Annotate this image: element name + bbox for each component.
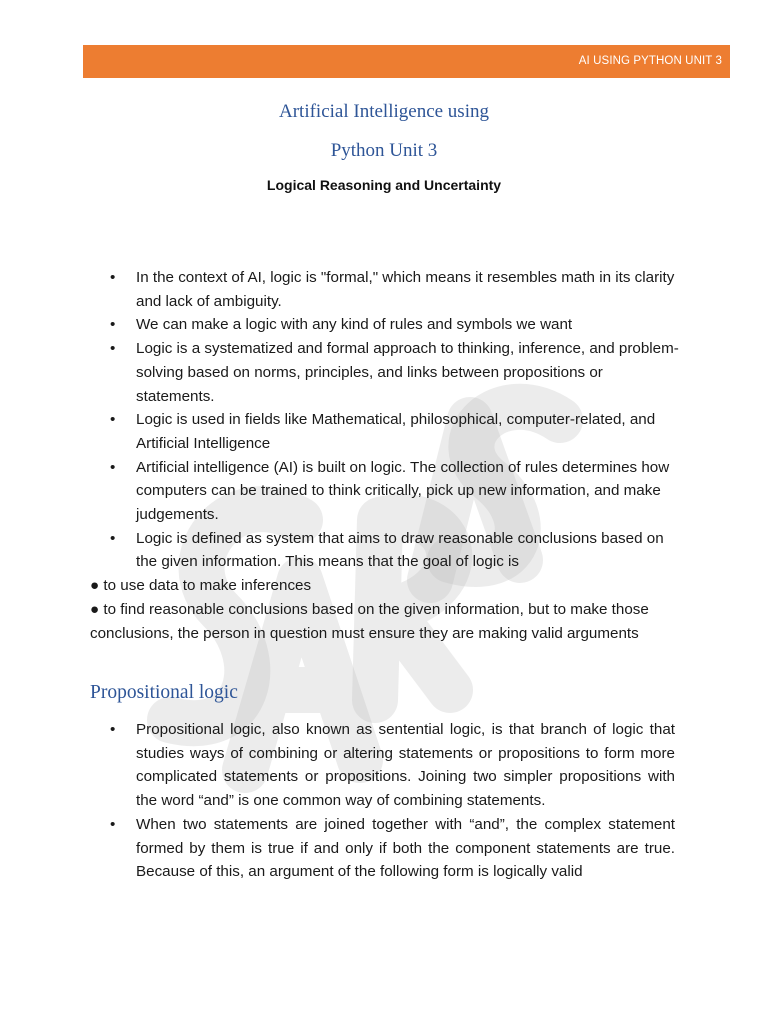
list-item-text: We can make a logic with any kind of rules and symbols we want: [136, 316, 573, 334]
bullet-icon: •: [110, 721, 116, 738]
intro-bullet-list: [90, 266, 680, 574]
list-item: [90, 313, 680, 337]
list-item: [90, 813, 675, 884]
bullet-icon: •: [110, 340, 116, 358]
goal-line-1: ● to use data to make inferences: [90, 577, 312, 595]
running-header: [83, 45, 730, 78]
list-item: [90, 527, 680, 574]
list-item: [90, 408, 680, 455]
bullet-icon: •: [110, 458, 116, 476]
running-header-text: AI USING PYTHON UNIT 3: [578, 55, 722, 67]
bullet-icon: •: [110, 316, 116, 334]
goal-line-2: ● to find reasonable conclusions based on the given information, but to make those conclusions, the person in question must ensure they are making valid arguments: [90, 600, 649, 642]
list-item: [90, 337, 680, 408]
list-item-text: Logic is used in fields like Mathematical, philosophical, computer-related, and Artificial Intelligence: [136, 411, 656, 452]
list-item-text: Logic is defined as system that aims to draw reasonable conclusions based on the given information. This means that the goal of logic is: [136, 529, 664, 571]
list-item: [90, 718, 675, 813]
list-item: [90, 456, 680, 527]
list-item-text: In the context of AI, logic is "formal," which means it resembles math in its clarity and lack of ambiguity.: [136, 269, 675, 310]
section-heading-propositional-logic: Propositional logic: [90, 682, 238, 703]
document-subtitle: Logical Reasoning and Uncertainty: [266, 177, 502, 193]
propositional-bullet-list: [90, 718, 675, 884]
list-item-text: Propositional logic, also known as sentential logic, is that branch of logic that studies ways of combining or altering statements or propositions to form more complicated statements or propositions. Joining two simpler propositions with the word “and” is one common way of combining statements.: [136, 721, 675, 810]
list-item-text: Logic is a systematized and formal approach to thinking, inference, and problem-solving based on norms, principles, and links between propositions or statements.: [136, 340, 679, 405]
propositional-logic-section: [90, 718, 675, 884]
bullet-icon: •: [110, 815, 116, 833]
list-item-text: When two statements are joined together with “and”, the complex statement formed by them is true if and only if both the component statements are true. Because of this, an argument of the following form is logically valid: [136, 815, 675, 881]
document-title-line-1: Artificial Intelligence using: [279, 101, 489, 122]
bullet-icon: •: [110, 269, 116, 286]
document-title-line-2: Python Unit 3: [330, 140, 438, 161]
list-item-text: Artificial intelligence (AI) is built on logic. The collection of rules determines how computers can be trained to think critically, pick up new information, and make judgements.: [136, 458, 670, 524]
intro-section: [90, 266, 680, 645]
bullet-icon: •: [110, 529, 116, 547]
bullet-icon: •: [110, 411, 116, 429]
list-item: [90, 266, 680, 313]
